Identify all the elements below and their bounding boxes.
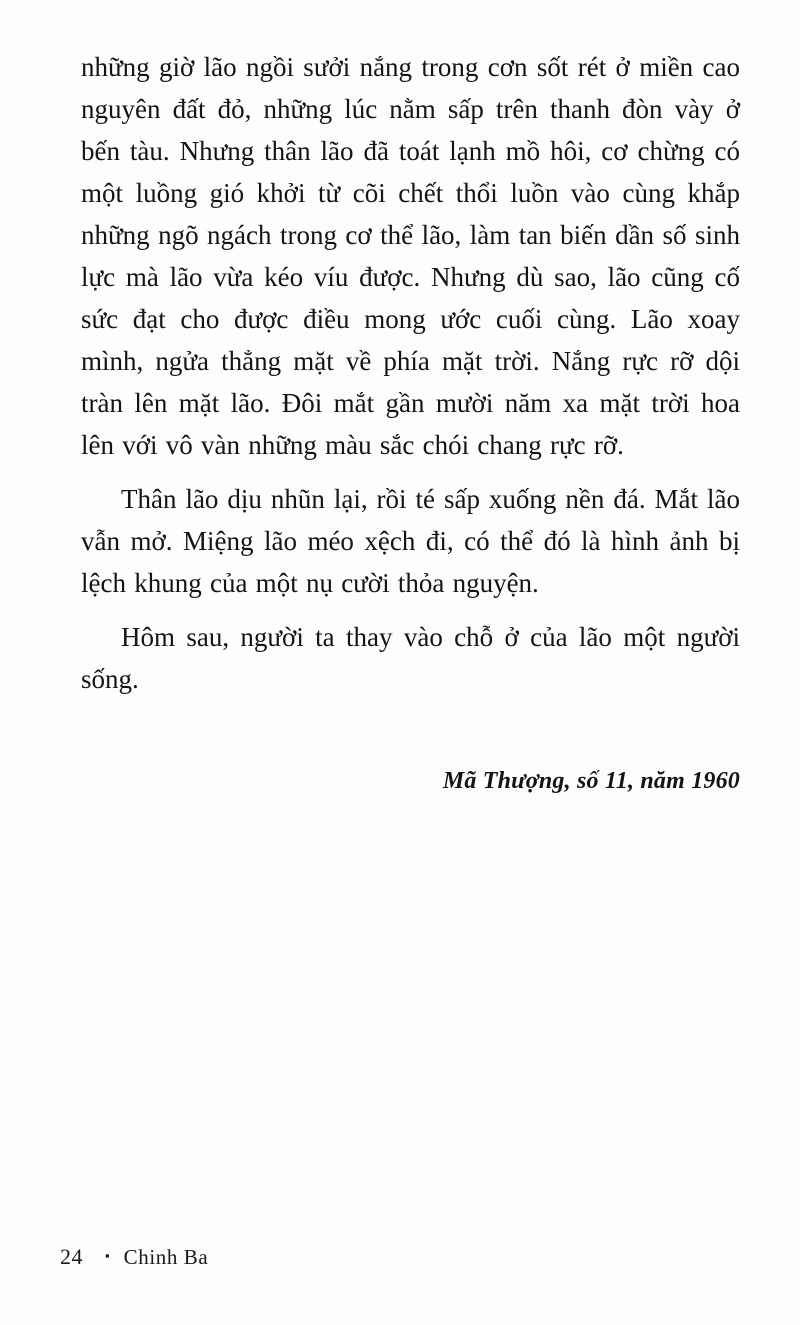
paragraph: những giờ lão ngồi sưởi nắng trong cơn sốt rét ở miền cao nguyên đất đỏ, những lúc nằm sấp trên thanh đòn vày ở bến tàu. Nhưng thân lão đã toát lạnh mồ hôi, cơ chừng có một luồng gió khởi từ cõi chết thổi luồn vào cùng khắp những ngõ ngách trong cơ thể lão, làm tan biến dần số sinh lực mà lão vừa kéo víu được. Nhưng dù sao, lão cũng cố sức đạt cho được điều mong ước cuối cùng. Lão xoay mình, ngửa thẳng mặt về phía mặt trời. Nắng rực rỡ dội tràn lên mặt lão. Đôi mắt gần mười năm xa mặt trời hoa lên với vô vàn những màu sắc chói chang rực rỡ. [81,52,740,460]
footer-book-title: Chinh Ba [123,1245,209,1269]
square-bullet-icon: ▪ [105,1248,110,1263]
story-signature: Mã Thượng, số 11, năm 1960 [442,768,740,794]
page-footer [60,1243,208,1271]
paragraph: Hôm sau, người ta thay vào chỗ ở của lão một người sống. [81,622,740,694]
paragraph: Thân lão dịu nhũn lại, rồi té sấp xuống nền đá. Mắt lão vẫn mở. Miệng lão méo xệch đi, có thể đó là hình ảnh bị lệch khung của một nụ cười thỏa nguyện. [81,484,740,598]
page-body [81,46,740,700]
page-number: 24 [60,1244,83,1269]
